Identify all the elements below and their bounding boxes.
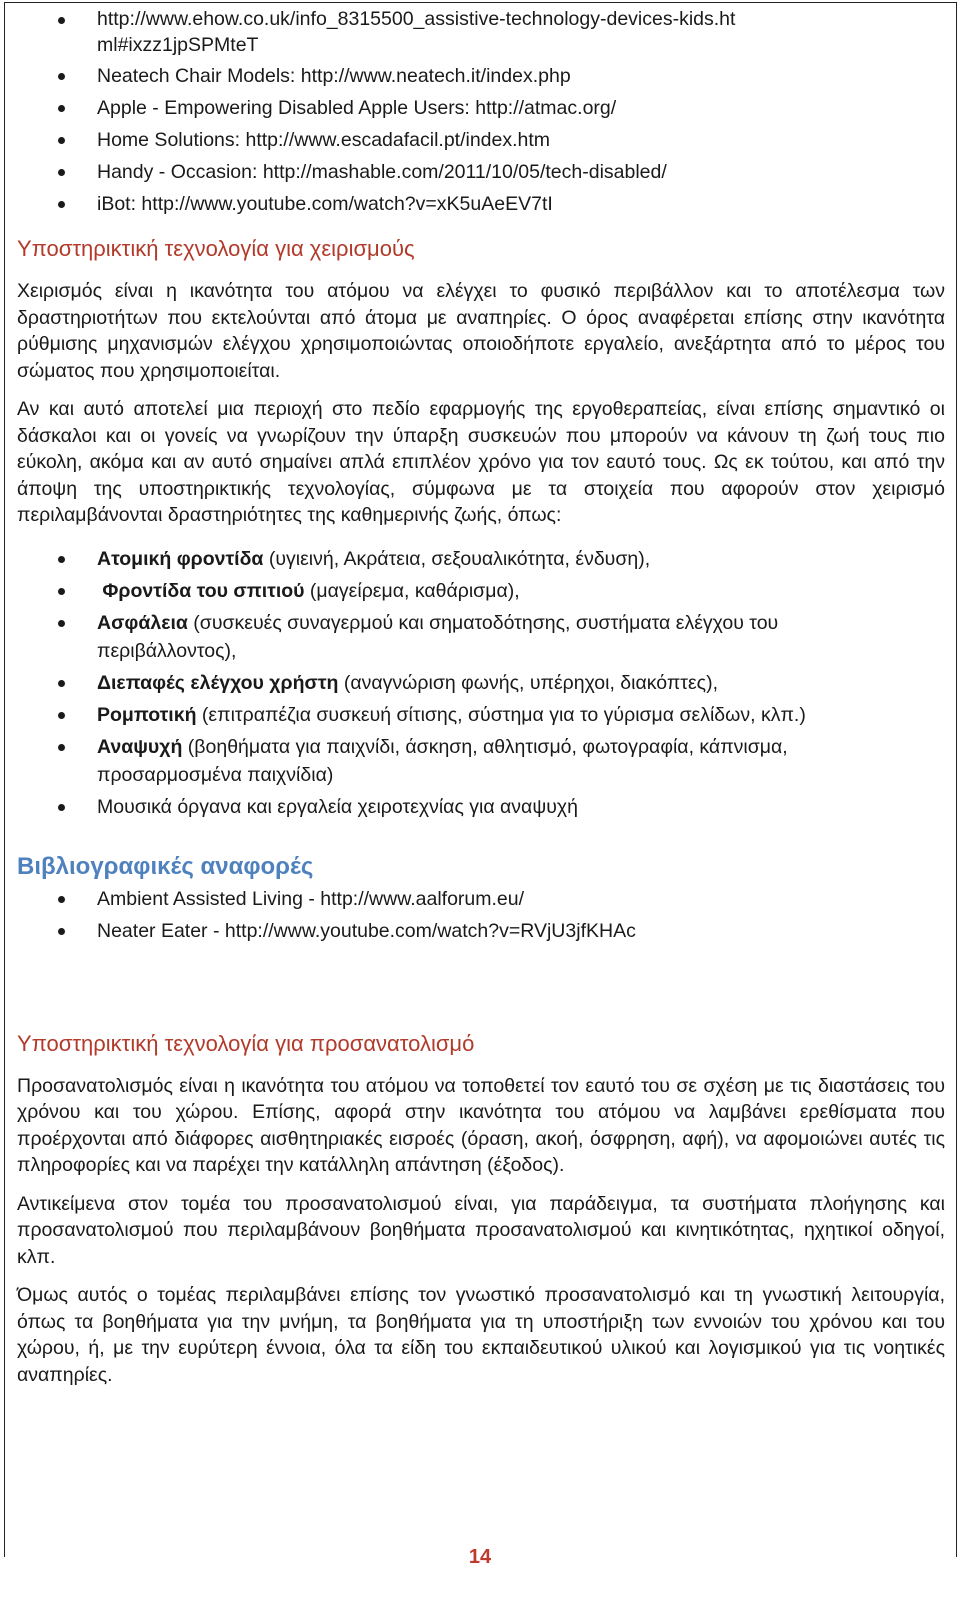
item-text: (υγιεινή, Ακράτεια, σεξουαλικότητα, ένδυση),	[263, 547, 651, 570]
item-text: (αναγνώριση φωνής, υπέρηχοι, διακόπτες),	[338, 671, 718, 694]
bullet-icon	[58, 73, 65, 80]
bullet-icon	[58, 928, 65, 935]
item-text: (βοηθήματα για παιχνίδι, άσκηση, αθλητισμό, φωτογραφία, κάπνισμα, προσαρμοσμένα παιχνίδια)	[97, 735, 788, 786]
link-text[interactable]: Neatech Chair Models: http://www.neatech.it/index.php	[97, 65, 571, 87]
manipulation-paragraph-2: Αν και αυτό αποτελεί μια περιοχή στο πεδίο εφαρμογής της εργοθεραπείας, είναι επίσης σημαντικό οι δάσκαλοι και οι γονείς να γνωρίζουν την ύπαρξη συσκευών που μπορούν να κάνουν τη ζωή τους πιο εύκολη, ακόμα και αν αυτό σημαίνει απλά επιπλέον χρόνο για τον εαυτό τους. Ως εκ τούτου, και από την άποψη της υποστηρικτικής τεχνολογίας, σύμφωνα με τα στοιχεία που αφορούν στον χειρισμό περιλαμβάνονται δραστηριότητες της καθημερινής ζωής, όπως:	[17, 398, 945, 526]
list-item	[17, 545, 947, 573]
bullet-icon	[58, 896, 65, 903]
list-item	[17, 917, 947, 945]
item-title: Ρομποτική	[97, 703, 197, 726]
list-item	[17, 669, 947, 697]
section-heading-orientation: Υποστηρικτική τεχνολογία για προσανατολισμό	[17, 1030, 475, 1056]
list-item	[17, 158, 947, 186]
bullet-icon	[58, 556, 65, 563]
manipulation-paragraph-1: Χειρισμός είναι η ικανότητα του ατόμου να ελέγχει το φυσικό περιβάλλον και το αποτέλεσμα των δραστηριοτήτων που εκτελούνται από άτομα με αναπηρίες. Ο όρος αναφέρεται επίσης στην ικανότητα ρύθμισης μηχανισμών ελέγχου χρησιμοποιώντας οποιοδήποτε εργαλείο, ανεξάρτητα από το μέρος του σώματος που χρησιμοποιείται.	[17, 280, 945, 382]
top-link-list	[17, 6, 947, 218]
list-item	[17, 609, 837, 665]
bullet-icon	[58, 17, 65, 24]
list-item	[17, 126, 947, 154]
reference-link[interactable]: Ambient Assisted Living - http://www.aalforum.eu/	[97, 887, 525, 910]
item-title: Ασφάλεια	[97, 611, 188, 634]
document-body	[17, 6, 947, 1388]
bullet-icon	[58, 169, 65, 176]
list-item	[17, 190, 947, 218]
bullet-icon	[58, 137, 65, 144]
list-item	[17, 701, 947, 729]
orientation-paragraph-2: Αντικείμενα στον τομέα του προσανατολισμού είναι, για παράδειγμα, τα συστήματα πλοήγησης και προσανατολισμού που περιλαμβάνουν βοηθήματα προσανατολισμού και κινητικότητας, ηχητικοί οδηγοί, κλπ.	[17, 1192, 945, 1268]
page-number: 14	[468, 1546, 492, 1568]
bibliography-list	[17, 885, 947, 945]
item-text: (μαγείρεμα, καθάρισμα),	[304, 579, 520, 602]
item-title: Αναψυχή	[97, 735, 183, 758]
item-text: (επιτραπέζια συσκευή σίτισης, σύστημα για το γύρισμα σελίδων, κλπ.)	[196, 703, 806, 726]
bullet-icon	[58, 201, 65, 208]
list-item	[17, 793, 947, 821]
manipulation-item-list	[17, 545, 947, 821]
bullet-icon	[58, 712, 65, 719]
bullet-icon	[58, 744, 65, 751]
bullet-icon	[58, 620, 65, 627]
item-title: Φροντίδα του σπιτιού	[97, 579, 305, 602]
link-text[interactable]: Handy - Occasion: http://mashable.com/2011/10/05/tech-disabled/	[97, 161, 667, 183]
orientation-paragraph-3: Όμως αυτός ο τομέας περιλαμβάνει επίσης τον γνωστικό προσανατολισμό και τη γνωστική λειτουργία, όπως τα βοηθήματα για την μνήμη, τα βοηθήματα για τη υποστήριξη των εννοιών του χρόνου και του χώρου, ή, με την ευρύτερη έννοια, όλα τα είδη του εκπαιδευτικού υλικού και λογισμικού για τις νοητικές αναπηρίες.	[17, 1284, 945, 1386]
item-text: Μουσικά όργανα και εργαλεία χειροτεχνίας για αναψυχή	[97, 795, 578, 818]
bullet-icon	[58, 588, 65, 595]
link-text[interactable]: iBot: http://www.youtube.com/watch?v=xK5uAeEV7tI	[97, 193, 553, 215]
orientation-paragraph-1: Προσανατολισμός είναι η ικανότητα του ατόμου να τοποθετεί τον εαυτό του σε σχέση με τις διαστάσεις του χρόνου και του χώρου. Επίσης, αφορά στην ικανότητα του ατόμου να λαμβάνει ερεθίσματα που προέρχονται από διάφορες αισθητηριακές εισροές (όραση, ακοή, όσφρηση, αφή), να αφομοιώνει αυτές τις πληροφορίες και να παρέχει την κατάλληλη απάντηση (έξοδος).	[17, 1074, 945, 1176]
bullet-icon	[58, 105, 65, 112]
link-text[interactable]: Home Solutions: http://www.escadafacil.pt/index.htm	[97, 129, 551, 151]
item-title: Διεπαφές ελέγχου χρήστη	[97, 671, 339, 694]
bullet-icon	[58, 804, 65, 811]
reference-link[interactable]: Neater Eater - http://www.youtube.com/watch?v=RVjU3jfKHAc	[97, 919, 636, 942]
list-item	[17, 733, 857, 789]
item-title: Ατομική φροντίδα	[97, 547, 264, 570]
list-item	[17, 62, 947, 90]
section-heading-manipulation: Υποστηρικτική τεχνολογία για χειρισμούς	[17, 236, 415, 261]
list-item	[17, 885, 947, 913]
list-item	[17, 6, 947, 58]
list-item	[17, 94, 947, 122]
list-item	[17, 577, 947, 605]
bibliography-heading: Βιβλιογραφικές αναφορές	[17, 852, 314, 880]
link-text[interactable]: http://www.ehow.co.uk/info_8315500_assistive-technology-devices-kids.html#ixzz1jpSPMteT	[97, 8, 736, 56]
item-text: (συσκευές συναγερμού και σηματοδότησης, συστήματα ελέγχου του περιβάλλοντος),	[97, 611, 779, 662]
link-text[interactable]: Apple - Empowering Disabled Apple Users: http://atmac.org/	[97, 97, 617, 119]
bullet-icon	[58, 680, 65, 687]
